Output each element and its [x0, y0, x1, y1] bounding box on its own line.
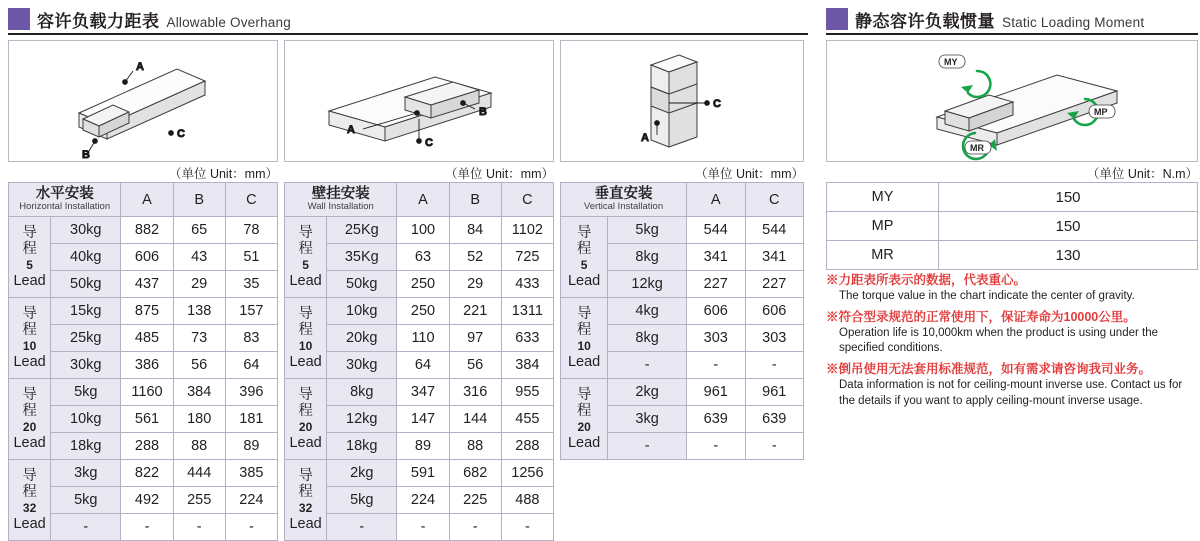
table-row — [285, 298, 554, 325]
lead-en: Lead — [289, 516, 322, 533]
lead-cn: 导 — [576, 386, 592, 403]
lead-number: 20 — [298, 420, 313, 434]
value-cell: 144 — [449, 406, 501, 433]
load-cell: 8kg — [327, 379, 397, 406]
value-cell: 961 — [687, 379, 746, 406]
section-rule-right — [826, 33, 1198, 35]
lead-group-cell — [561, 217, 608, 298]
load-cell: - — [327, 514, 397, 541]
unit-label-mm: （单位 Unit：mm） — [694, 167, 804, 181]
lead-cn: 导 — [298, 386, 313, 403]
value-cell: 181 — [225, 406, 277, 433]
value-cell: 56 — [449, 352, 501, 379]
value-cell: 227 — [745, 271, 804, 298]
load-cell: 5kg — [608, 217, 687, 244]
value-cell: 78 — [225, 217, 277, 244]
lead-en: Lead — [13, 273, 46, 290]
load-cell: - — [608, 433, 687, 460]
table-row — [561, 379, 804, 406]
value-cell: 227 — [687, 271, 746, 298]
load-cell: 15kg — [51, 298, 121, 325]
table-header-install-type — [285, 183, 397, 217]
svg-text:B: B — [479, 106, 487, 118]
lead-en: Lead — [289, 273, 322, 290]
table-header-col-c: C — [225, 183, 277, 217]
moment-label-cell: MR — [827, 241, 939, 270]
value-cell: 384 — [501, 352, 553, 379]
load-cell: 4kg — [608, 298, 687, 325]
load-cell: 2kg — [608, 379, 687, 406]
unit-label-mm: （单位 Unit：mm） — [444, 167, 554, 181]
value-cell: 822 — [121, 460, 173, 487]
notes-block — [826, 272, 1200, 414]
moment-row — [827, 241, 1198, 270]
value-cell: 138 — [173, 298, 225, 325]
svg-text:C: C — [713, 98, 721, 110]
value-cell: 492 — [121, 487, 173, 514]
load-cell: 30kg — [51, 217, 121, 244]
svg-text:MY: MY — [944, 57, 958, 67]
value-cell: - — [501, 514, 553, 541]
load-cell: - — [51, 514, 121, 541]
lead-en: Lead — [13, 435, 46, 452]
value-cell: - — [225, 514, 277, 541]
value-cell: 385 — [225, 460, 277, 487]
value-cell: - — [745, 352, 804, 379]
value-cell: 396 — [225, 379, 277, 406]
load-cell: 50kg — [51, 271, 121, 298]
lead-cn: 导 — [298, 224, 313, 241]
table-row — [9, 298, 278, 325]
lead-cn2: 程 — [298, 240, 313, 257]
value-cell: 250 — [397, 271, 449, 298]
table-row — [9, 460, 278, 487]
moment-label-cell: MP — [827, 212, 939, 241]
table-header-col-a: A — [687, 183, 746, 217]
table-row — [561, 217, 804, 244]
value-cell: 63 — [397, 244, 449, 271]
section-title-en: Static Loading Moment — [1002, 14, 1145, 30]
lead-cn: 导 — [576, 224, 592, 241]
value-cell: 255 — [173, 487, 225, 514]
table-row — [9, 379, 278, 406]
lead-group-cell — [285, 298, 327, 379]
value-cell: 639 — [745, 406, 804, 433]
lead-en: Lead — [567, 354, 601, 371]
lead-group-cell — [561, 379, 608, 460]
lead-number: 10 — [298, 339, 313, 353]
value-cell: 544 — [687, 217, 746, 244]
moment-value-cell: 130 — [939, 241, 1198, 270]
value-cell: 51 — [225, 244, 277, 271]
lead-cn: 导 — [22, 305, 37, 322]
value-cell: 875 — [121, 298, 173, 325]
table-row — [285, 460, 554, 487]
value-cell: 64 — [397, 352, 449, 379]
value-cell: 433 — [501, 271, 553, 298]
lead-cn2: 程 — [576, 321, 592, 338]
section-title-cn: 容许负载力距表 — [37, 12, 160, 31]
lead-en: Lead — [567, 273, 601, 290]
svg-text:C: C — [425, 137, 433, 149]
moment-row — [827, 183, 1198, 212]
svg-text:A: A — [136, 61, 144, 73]
value-cell: 1256 — [501, 460, 553, 487]
lead-cn2: 程 — [22, 483, 37, 500]
lead-en: Lead — [13, 354, 46, 371]
section-title-en: Allowable Overhang — [166, 14, 291, 30]
lead-group-cell — [9, 217, 51, 298]
value-cell: - — [397, 514, 449, 541]
value-cell: 303 — [745, 325, 804, 352]
moment-value-cell: 150 — [939, 183, 1198, 212]
unit-label-mm: （单位 Unit：mm） — [168, 167, 278, 181]
value-cell: 88 — [449, 433, 501, 460]
lead-cn: 导 — [298, 305, 313, 322]
table-row — [285, 379, 554, 406]
table-row — [9, 217, 278, 244]
lead-group-cell — [9, 379, 51, 460]
value-cell: 455 — [501, 406, 553, 433]
note-item — [826, 272, 1200, 305]
value-cell: 341 — [745, 244, 804, 271]
value-cell: 157 — [225, 298, 277, 325]
lead-en: Lead — [567, 435, 601, 452]
wall-installation-diagram — [284, 40, 554, 162]
value-cell: 488 — [501, 487, 553, 514]
lead-cn: 导 — [22, 386, 37, 403]
table-header-en: Vertical Installation — [583, 201, 664, 213]
value-cell: 56 — [173, 352, 225, 379]
value-cell: 444 — [173, 460, 225, 487]
svg-text:A: A — [641, 132, 649, 144]
svg-text:A: A — [347, 124, 355, 136]
value-cell: 225 — [449, 487, 501, 514]
table-header-col-c: C — [745, 183, 804, 217]
load-cell: 3kg — [51, 460, 121, 487]
value-cell: - — [687, 433, 746, 460]
note-item — [826, 309, 1200, 358]
value-cell: 561 — [121, 406, 173, 433]
value-cell: 88 — [173, 433, 225, 460]
value-cell: 606 — [687, 298, 746, 325]
value-cell: 29 — [173, 271, 225, 298]
section-rule-left — [8, 33, 808, 35]
lead-group-cell — [285, 460, 327, 541]
section-header-overhang — [8, 8, 291, 30]
lead-group-cell — [561, 298, 608, 379]
load-cell: 40kg — [51, 244, 121, 271]
value-cell: - — [121, 514, 173, 541]
value-cell: 606 — [121, 244, 173, 271]
table-header-col-b: B — [173, 183, 225, 217]
value-cell: 52 — [449, 244, 501, 271]
load-cell: 5kg — [327, 487, 397, 514]
table-header-en: Horizontal Installation — [19, 201, 111, 213]
value-cell: 1311 — [501, 298, 553, 325]
table-row — [285, 217, 554, 244]
value-cell: 591 — [397, 460, 449, 487]
lead-cn: 导 — [22, 224, 37, 241]
value-cell: 725 — [501, 244, 553, 271]
value-cell: 89 — [225, 433, 277, 460]
table-header-col-a: A — [121, 183, 173, 217]
value-cell: 224 — [397, 487, 449, 514]
lead-number: 20 — [577, 420, 591, 434]
load-cell: - — [608, 352, 687, 379]
value-cell: 1160 — [121, 379, 173, 406]
value-cell: 73 — [173, 325, 225, 352]
table-horizontal-installation — [8, 182, 278, 541]
value-cell: 384 — [173, 379, 225, 406]
svg-text:C: C — [177, 128, 185, 140]
note-cn: ※符合型录规范的正常使用下，保证寿命为10000公里。 — [826, 309, 1136, 324]
table-static-loading-moment — [826, 182, 1198, 270]
lead-number: 20 — [22, 420, 37, 434]
lead-cn: 导 — [298, 467, 313, 484]
value-cell: 347 — [397, 379, 449, 406]
value-cell: 288 — [121, 433, 173, 460]
value-cell: 961 — [745, 379, 804, 406]
lead-cn2: 程 — [22, 240, 37, 257]
load-cell: 18kg — [327, 433, 397, 460]
load-cell: 10kg — [327, 298, 397, 325]
note-cn: ※力距表所表示的数据，代表重心。 — [826, 273, 1027, 287]
svg-text:B: B — [82, 149, 90, 161]
load-cell: 5kg — [51, 379, 121, 406]
value-cell: 639 — [687, 406, 746, 433]
moment-label-cell: MY — [827, 183, 939, 212]
svg-text:MP: MP — [1094, 107, 1108, 117]
lead-number: 32 — [22, 501, 37, 515]
value-cell: - — [449, 514, 501, 541]
section-header-moment — [826, 8, 1144, 30]
value-cell: 485 — [121, 325, 173, 352]
svg-text:MR: MR — [970, 143, 984, 153]
value-cell: 544 — [745, 217, 804, 244]
lead-number: 5 — [580, 258, 588, 272]
lead-cn2: 程 — [298, 321, 313, 338]
lead-group-cell — [9, 460, 51, 541]
load-cell: 8kg — [608, 244, 687, 271]
lead-group-cell — [9, 298, 51, 379]
value-cell: - — [687, 352, 746, 379]
lead-en: Lead — [289, 354, 322, 371]
value-cell: 341 — [687, 244, 746, 271]
load-cell: 25kg — [51, 325, 121, 352]
note-en: Operation life is 10,000km when the product is using under the specified conditions. — [839, 326, 1158, 355]
load-cell: 5kg — [51, 487, 121, 514]
horizontal-installation-diagram — [8, 40, 278, 162]
value-cell: - — [173, 514, 225, 541]
value-cell: 100 — [397, 217, 449, 244]
note-en: The torque value in the chart indicate the center of gravity. — [839, 289, 1135, 302]
value-cell: 224 — [225, 487, 277, 514]
table-header-cn: 垂直安装 — [594, 185, 653, 202]
lead-cn: 导 — [22, 467, 37, 484]
value-cell: 147 — [397, 406, 449, 433]
table-header-cn: 壁挂安装 — [311, 185, 370, 202]
table-header-cn: 水平安装 — [35, 185, 94, 202]
table-header-col-a: A — [397, 183, 449, 217]
note-cn: ※倒吊使用无法套用标准规范，如有需求请咨询我司业务。 — [826, 362, 1152, 377]
load-cell: 35Kg — [327, 244, 397, 271]
value-cell: 955 — [501, 379, 553, 406]
lead-group-cell — [285, 379, 327, 460]
load-cell: 20kg — [327, 325, 397, 352]
table-row — [561, 298, 804, 325]
lead-en: Lead — [289, 435, 322, 452]
table-header-col-b: B — [449, 183, 501, 217]
table-wall-installation — [284, 182, 554, 541]
lead-en: Lead — [13, 516, 46, 533]
vertical-installation-diagram — [560, 40, 804, 162]
unit-label-nm: （单位 Unit：N.m） — [1086, 167, 1198, 181]
value-cell: 84 — [449, 217, 501, 244]
value-cell: 606 — [745, 298, 804, 325]
value-cell: 303 — [687, 325, 746, 352]
value-cell: 882 — [121, 217, 173, 244]
lead-group-cell — [285, 217, 327, 298]
value-cell: 437 — [121, 271, 173, 298]
value-cell: 386 — [121, 352, 173, 379]
lead-cn2: 程 — [576, 240, 592, 257]
value-cell: 64 — [225, 352, 277, 379]
value-cell: 633 — [501, 325, 553, 352]
lead-cn2: 程 — [298, 483, 313, 500]
accent-bar-icon — [8, 8, 30, 30]
lead-cn2: 程 — [298, 402, 313, 419]
lead-cn: 导 — [576, 305, 592, 322]
load-cell: 2kg — [327, 460, 397, 487]
value-cell: 221 — [449, 298, 501, 325]
moment-value-cell: 150 — [939, 212, 1198, 241]
load-cell: 8kg — [608, 325, 687, 352]
value-cell: 250 — [397, 298, 449, 325]
table-header-install-type — [9, 183, 121, 217]
value-cell: 83 — [225, 325, 277, 352]
value-cell: 89 — [397, 433, 449, 460]
lead-number: 32 — [298, 501, 313, 515]
lead-number: 10 — [22, 339, 37, 353]
value-cell: 110 — [397, 325, 449, 352]
load-cell: 25Kg — [327, 217, 397, 244]
load-cell: 50kg — [327, 271, 397, 298]
lead-number: 5 — [26, 258, 33, 272]
load-cell: 12kg — [327, 406, 397, 433]
lead-cn2: 程 — [576, 402, 592, 419]
lead-cn2: 程 — [22, 402, 37, 419]
lead-cn2: 程 — [22, 321, 37, 338]
section-title-cn: 静态容许负载惯量 — [855, 12, 995, 31]
table-header-install-type — [561, 183, 687, 217]
load-cell: 30kg — [327, 352, 397, 379]
value-cell: 288 — [501, 433, 553, 460]
lead-number: 5 — [302, 258, 309, 272]
note-en: Data information is not for ceiling-mount inverse use. Contact us for the details if you want to apply ceiling-mount inverse usage. — [839, 379, 1183, 408]
value-cell: 682 — [449, 460, 501, 487]
value-cell: 65 — [173, 217, 225, 244]
value-cell: 316 — [449, 379, 501, 406]
accent-bar-icon — [826, 8, 848, 30]
static-moment-diagram — [826, 40, 1198, 162]
load-cell: 12kg — [608, 271, 687, 298]
load-cell: 30kg — [51, 352, 121, 379]
note-item — [826, 361, 1200, 410]
value-cell: - — [745, 433, 804, 460]
value-cell: 1102 — [501, 217, 553, 244]
table-header-col-c: C — [501, 183, 553, 217]
table-header-en: Wall Installation — [307, 201, 374, 213]
load-cell: 18kg — [51, 433, 121, 460]
load-cell: 10kg — [51, 406, 121, 433]
value-cell: 35 — [225, 271, 277, 298]
table-vertical-installation — [560, 182, 804, 460]
value-cell: 97 — [449, 325, 501, 352]
moment-row — [827, 212, 1198, 241]
value-cell: 180 — [173, 406, 225, 433]
lead-number: 10 — [577, 339, 591, 353]
value-cell: 43 — [173, 244, 225, 271]
value-cell: 29 — [449, 271, 501, 298]
load-cell: 3kg — [608, 406, 687, 433]
